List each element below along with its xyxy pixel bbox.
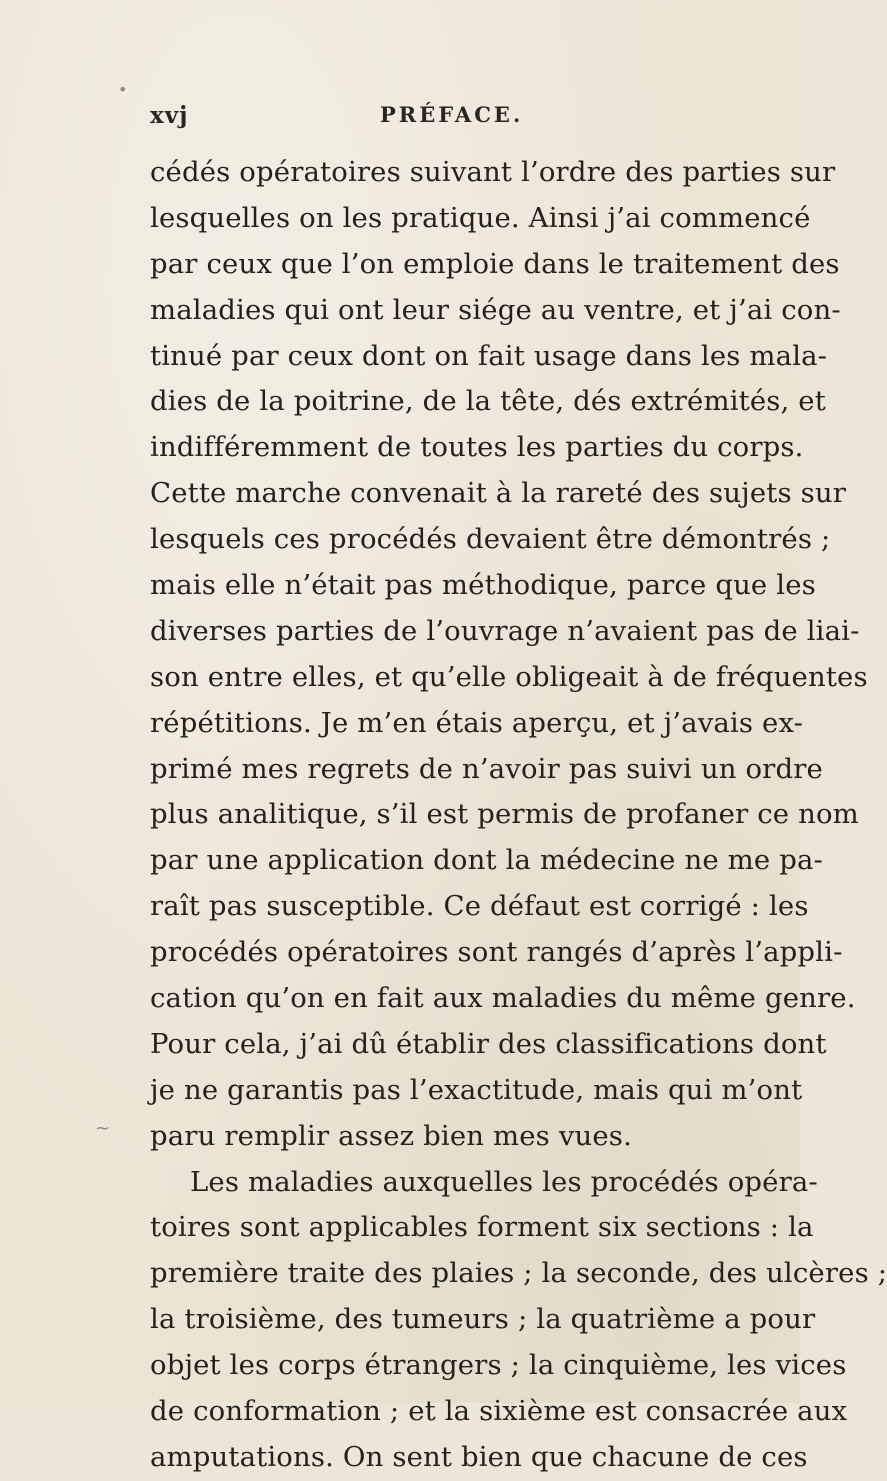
text-line: raît pas susceptible. Ce défaut est corrigé : les	[150, 890, 809, 923]
text-line: tinué par ceux dont on fait usage dans les mala-	[150, 339, 828, 372]
text-line: lesquelles on les pratique. Ainsi j’ai commencé	[150, 201, 811, 234]
text-line: Pour cela, j’ai dû établir des classifications dont	[150, 1027, 827, 1060]
text-line: plus analitique, s’il est permis de profaner ce nom	[150, 798, 859, 831]
text-line: cation qu’on en fait aux maladies du même genre.	[150, 982, 856, 1015]
text-line-paragraph-end: paru remplir assez bien mes vues.	[150, 1119, 632, 1152]
text-line: cédés opératoires suivant l’ordre des parties sur	[150, 156, 836, 188]
text-line: maladies qui ont leur siége au ventre, et j’ai con-	[150, 293, 841, 326]
text-line: lesquels ces procédés devaient être démontrés ;	[150, 523, 831, 556]
text-line: indifféremment de toutes les parties du corps.	[150, 431, 804, 464]
text-line: de conformation ; et la sixième est consacrée aux	[150, 1395, 848, 1428]
text-line: son entre elles, et qu’elle obligeait à de fréquentes	[150, 660, 868, 693]
text-line: objet les corps étrangers ; la cinquième, les vices	[150, 1349, 847, 1382]
page-number: xvj	[150, 102, 189, 129]
text-line: dies de la poitrine, de la tête, dés extrémités, et	[150, 385, 826, 418]
text-line-paragraph-start: Les maladies auxquelles les procédés opéra-	[190, 1165, 818, 1198]
text-line: par une application dont la médecine ne me pa-	[150, 844, 823, 877]
text-line: mais elle n’était pas méthodique, parce que les	[150, 569, 816, 602]
running-title: PRÉFACE.	[380, 102, 524, 127]
text-line: Cette marche convenait à la rareté des sujets sur	[150, 477, 847, 510]
text-line: procédés opératoires sont rangés d’après l’appli-	[150, 936, 843, 969]
text-line: je ne garantis pas l’exactitude, mais qui m’ont	[150, 1073, 803, 1106]
page-header	[150, 102, 770, 132]
body-text	[150, 150, 887, 1481]
text-line: par ceux que l’on emploie dans le traitement des	[150, 247, 840, 280]
margin-mark: ~	[95, 1118, 111, 1139]
text-line: répétitions. Je m’en étais aperçu, et j’avais ex-	[150, 706, 804, 739]
text-line: primé mes regrets de n’avoir pas suivi un ordre	[150, 752, 823, 785]
text-line: amputations. On sent bien que chacune de ces	[150, 1440, 808, 1473]
ink-speck-mark: •	[118, 80, 128, 99]
text-line: diverses parties de l’ouvrage n’avaient pas de liai-	[150, 614, 860, 647]
text-line: la troisième, des tumeurs ; la quatrième a pour	[150, 1303, 816, 1336]
text-line: première traite des plaies ; la seconde, des ulcères ;	[150, 1257, 887, 1290]
text-line: toires sont applicables forment six sections : la	[150, 1211, 814, 1244]
